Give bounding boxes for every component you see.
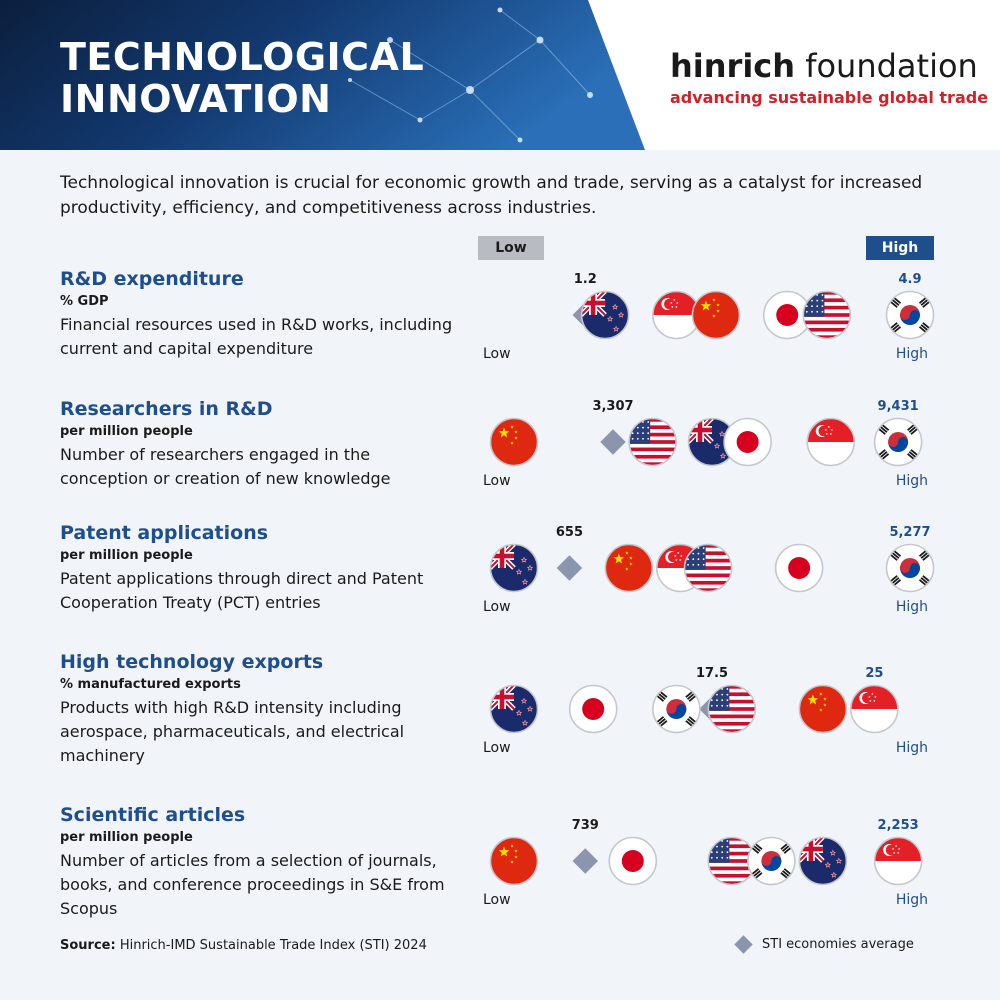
us-flag-icon	[803, 291, 851, 339]
us-flag-icon	[708, 837, 756, 885]
axis-high-label: High	[895, 346, 928, 362]
metric-title: Patent applications	[60, 522, 269, 544]
kr-flag-icon	[874, 418, 922, 466]
jp-flag-icon	[724, 418, 772, 466]
average-diamond-icon	[734, 935, 752, 953]
average-marker	[573, 302, 598, 327]
legend-high: High	[866, 236, 934, 260]
metric-scientific-articles	[60, 802, 460, 921]
us-flag-icon	[708, 685, 756, 733]
chart-row	[480, 818, 932, 908]
sg-flag-icon	[807, 418, 855, 466]
metric-description: Products with high R&D intensity including aerospace, pharmaceuticals, and electrical machinery	[60, 698, 405, 765]
header	[0, 0, 1000, 150]
metric-researchers	[60, 396, 460, 491]
max-value-label: 2,253	[877, 818, 919, 833]
average-value-label: 1.2	[573, 272, 597, 287]
axis-low-label: Low	[483, 892, 511, 908]
average-value-label: 739	[571, 818, 599, 833]
page-title-line2: INNOVATION	[60, 77, 332, 121]
cn-flag-icon	[692, 291, 740, 339]
cn-flag-icon	[799, 685, 847, 733]
us-flag-icon	[629, 418, 677, 466]
average-legend-label: STI economies average	[762, 937, 914, 952]
metric-title: R&D expenditure	[60, 268, 244, 290]
cn-flag-icon	[490, 837, 538, 885]
axis-high-label: High	[895, 740, 928, 756]
nz-flag-icon	[799, 837, 847, 885]
chart-row	[480, 666, 932, 756]
source-note	[60, 938, 427, 953]
us-flag-icon	[684, 544, 732, 592]
brand-tagline: advancing sustainable global trade	[670, 88, 989, 107]
average-marker	[573, 848, 598, 873]
kr-flag-icon	[747, 837, 795, 885]
intro-text: Technological innovation is crucial for economic growth and trade, serving as a catalyst for increased productivity, efficiency, and competitiveness across industries.	[60, 173, 923, 218]
max-value-label: 5,277	[889, 525, 931, 540]
metric-title: High technology exports	[60, 651, 324, 673]
average-marker	[557, 555, 582, 580]
jp-flag-icon	[569, 685, 617, 733]
axis-high-label: High	[895, 473, 928, 489]
metric-description: Patent applications through direct and Patent Cooperation Treaty (PCT) entries	[60, 569, 424, 612]
sg-flag-icon	[652, 291, 700, 339]
nz-flag-icon	[581, 291, 629, 339]
metric-hightech-exports	[60, 649, 460, 768]
kr-flag-icon	[652, 685, 700, 733]
metric-unit: % manufactured exports	[60, 677, 241, 692]
metric-unit: per million people	[60, 830, 193, 845]
axis-high-label: High	[895, 892, 928, 908]
average-legend	[737, 937, 914, 952]
metric-unit: per million people	[60, 424, 193, 439]
cn-flag-icon	[605, 544, 653, 592]
average-value-label: 3,307	[592, 399, 634, 414]
kr-flag-icon	[886, 544, 934, 592]
metric-rd-expenditure	[60, 266, 460, 361]
metric-description: Number of researchers engaged in the conception or creation of new knowledge	[60, 445, 391, 488]
source-label: Source:	[60, 938, 116, 953]
axis-low-label: Low	[483, 473, 511, 489]
metric-patents	[60, 520, 460, 615]
average-marker	[699, 696, 724, 721]
page-title-line1: TECHNOLOGICAL	[60, 35, 425, 79]
nz-flag-icon	[490, 544, 538, 592]
metric-description: Financial resources used in R&D works, including current and capital expenditure	[60, 315, 453, 358]
jp-flag-icon	[775, 544, 823, 592]
axis-low-label: Low	[483, 346, 511, 362]
axis-high-label: High	[895, 599, 928, 615]
metric-unit: % GDP	[60, 294, 109, 309]
nz-flag-icon	[688, 418, 736, 466]
average-value-label: 17.5	[695, 666, 729, 681]
kr-flag-icon	[886, 291, 934, 339]
chart-row	[480, 525, 932, 615]
cn-flag-icon	[490, 418, 538, 466]
average-marker	[600, 429, 625, 454]
brand-name-bold: hinrich	[670, 47, 796, 85]
source-text: Hinrich-IMD Sustainable Trade Index (STI) 2024	[115, 938, 427, 953]
max-value-label: 9,431	[877, 399, 919, 414]
metric-description: Number of articles from a selection of journals, books, and conference proceedings in S&E from Scopus	[60, 851, 445, 918]
max-value-label: 25	[865, 666, 884, 681]
brand-name-rest: foundation	[795, 47, 978, 85]
axis-low-label: Low	[483, 740, 511, 756]
metric-unit: per million people	[60, 548, 193, 563]
max-value-label: 4.9	[898, 272, 922, 287]
page-title	[60, 36, 424, 120]
nz-flag-icon	[490, 685, 538, 733]
average-value-label: 655	[555, 525, 584, 540]
legend-low: Low	[478, 236, 544, 260]
brand-logo	[670, 46, 989, 107]
chart-row	[480, 272, 932, 362]
chart-row	[480, 399, 932, 489]
metric-title: Researchers in R&D	[60, 398, 273, 420]
jp-flag-icon	[763, 291, 811, 339]
axis-low-label: Low	[483, 599, 511, 615]
metric-title: Scientific articles	[60, 804, 246, 826]
brand-name	[670, 46, 978, 86]
jp-flag-icon	[609, 837, 657, 885]
sg-flag-icon	[850, 685, 898, 733]
sg-flag-icon	[656, 544, 704, 592]
sg-flag-icon	[874, 837, 922, 885]
